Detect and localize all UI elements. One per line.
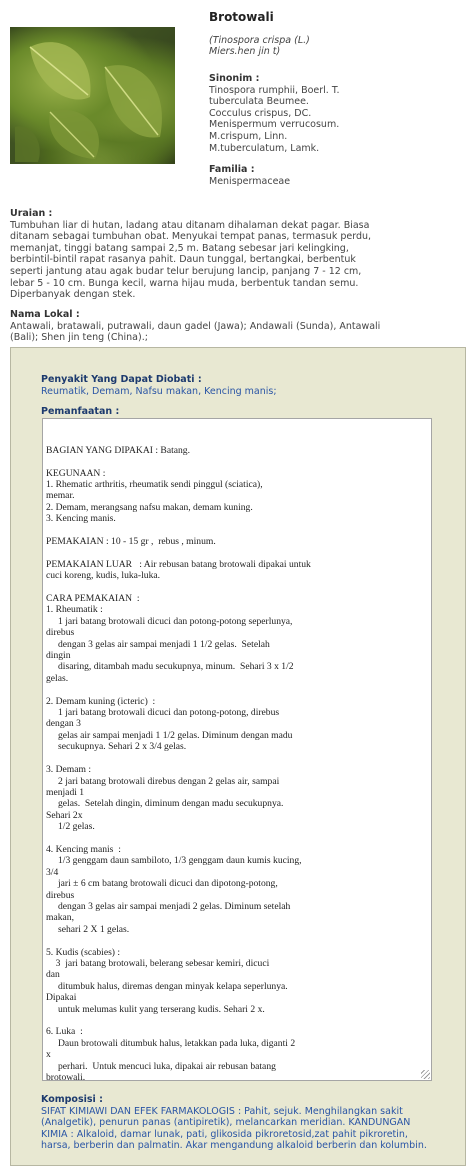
nama-lokal-line: (Bali); Shen jin teng (China).;: [10, 332, 148, 344]
nama-lokal-section: [10, 309, 465, 344]
pemanfaatan-text: [46, 445, 429, 1081]
pemanfaatan-line: [46, 1015, 429, 1026]
pemanfaatan-line: [46, 935, 429, 946]
pemanfaatan-line: [46, 547, 429, 558]
pemanfaatan-line: sehari 2 X 1 gelas.: [46, 923, 130, 935]
uraian-line: ditanam sebagai tumbuhan obat. Menyukai tempat panas, termasuk perdu,: [10, 231, 372, 243]
pemanfaatan-line: [46, 684, 429, 695]
pemanfaatan-line: 3/4: [46, 866, 59, 878]
resize-grip-icon[interactable]: [421, 1070, 430, 1079]
pemanfaatan-label: Pemanfaatan :: [41, 406, 120, 417]
pemanfaatan-line: disaring, ditambah madu secukupnya, minum. Sehari 3 x 1/2: [46, 661, 294, 673]
pemanfaatan-line: 1 jari batang brotowali dicuci dan potong-potong seperlunya,: [46, 615, 293, 627]
sinonim-section: [209, 73, 340, 154]
sinonim-line: M.tuberculatum, Lamk.: [209, 142, 320, 154]
pemanfaatan-line: gelas. Setelah dingin, diminum dengan madu secukupnya.: [46, 798, 284, 810]
familia-section: [209, 164, 290, 187]
komposisi-line: harsa, berberin dan palmatin. Akar mengandung alkaloid berberin dan kolumbin.: [41, 1140, 427, 1152]
pemanfaatan-line: memar.: [46, 490, 75, 502]
pemanfaatan-line: [46, 753, 429, 764]
pemanfaatan-line: brotowali.: [46, 1072, 86, 1081]
pemanfaatan-line: PEMAKAIAN : 10 - 15 gr , rebus , minum.: [46, 536, 216, 548]
pemanfaatan-line: [46, 833, 429, 844]
scientific-name-line: Miers.hen jin t): [209, 46, 281, 57]
familia-value: Menispermaceae: [209, 175, 291, 187]
pemanfaatan-line: perhari. Untuk mencuci luka, dipakai air rebusan batang: [46, 1060, 276, 1072]
pemanfaatan-line: dengan 3: [46, 718, 81, 730]
pemanfaatan-line: 4. Kencing manis :: [46, 843, 121, 855]
pemanfaatan-line: [46, 525, 429, 536]
pemanfaatan-line: makan,: [46, 912, 74, 924]
penyakit-label: Penyakit Yang Dapat Diobati :: [41, 374, 202, 385]
pemanfaatan-line: 3. Kencing manis.: [46, 513, 116, 525]
pemanfaatan-line: gelas air sampai menjadi 1 1/2 gelas. Diminum dengan madu: [46, 729, 293, 741]
sinonim-line: M.crispum, Linn.: [209, 130, 288, 142]
pemanfaatan-line: CARA PEMAKAIAN :: [46, 593, 140, 605]
pemanfaatan-line: 3 jari batang brotowali, belerang sebesar kemiri, dicuci: [46, 957, 270, 969]
pemanfaatan-line: dingin: [46, 650, 71, 662]
pemanfaatan-line: dengan 3 gelas air sampai menjadi 1 1/2 gelas. Setelah: [46, 638, 270, 650]
nama-lokal-line: Antawali, bratawali, putrawali, daun gadel (Jawa); Andawali (Sunda), Antawali: [10, 320, 381, 332]
pemanfaatan-line: 1/3 genggam daun sambiloto, 1/3 genggam daun kumis kucing,: [46, 855, 302, 867]
komposisi-line: KIMIA : Alkaloid, damar lunak, pati, glikosida pikroretosid,zat pahit pikroretin,: [41, 1128, 408, 1140]
pemanfaatan-line: PEMAKAIAN LUAR : Air rebusan batang brotowali dipakai untuk: [46, 558, 311, 570]
pemanfaatan-line: direbus: [46, 627, 75, 639]
familia-label: Familia :: [209, 164, 255, 175]
pemanfaatan-line: 1/2 gelas.: [46, 821, 95, 833]
uraian-line: berbintil-bintil rapat rasanya pahit. Daun tunggal, bertangkai, berbentuk: [10, 254, 356, 266]
nama-lokal-label: Nama Lokal :: [10, 309, 80, 320]
pemanfaatan-line: BAGIAN YANG DIPAKAI : Batang.: [46, 444, 190, 456]
leaf-illustration: [10, 27, 175, 164]
scientific-name: [209, 35, 310, 57]
pemanfaatan-line: 1 jari batang brotowali dicuci dan potong-potong, direbus: [46, 707, 280, 719]
uraian-line: memanjat, tinggi batang sampai 2,5 m. Batang sebesar jari kelingking,: [10, 242, 349, 254]
pemanfaatan-line: menjadi 1: [46, 786, 85, 798]
pemanfaatan-line: Dipakai: [46, 992, 77, 1004]
pemanfaatan-line: dengan 3 gelas air sampai menjadi 2 gelas. Diminum setelah: [46, 900, 291, 912]
pemanfaatan-line: [46, 456, 429, 467]
pemanfaatan-line: secukupnya. Sehari 2 x 3/4 gelas.: [46, 741, 187, 753]
komposisi-section: [41, 1094, 451, 1152]
uraian-line: lebar 5 - 10 cm. Bunga kecil, warna hijau muda, berbentuk tandan semu.: [10, 277, 359, 289]
penyakit-value: Reumatik, Demam, Nafsu makan, Kencing manis;: [41, 386, 277, 397]
pemanfaatan-line: direbus: [46, 889, 75, 901]
pemanfaatan-line: [46, 582, 429, 593]
plant-photo: [10, 27, 175, 164]
uraian-label: Uraian :: [10, 208, 53, 219]
pemanfaatan-line: 1. Rheumatik :: [46, 604, 103, 616]
pemanfaatan-line: 2. Demam, merangsang nafsu makan, demam kuning.: [46, 501, 253, 513]
pemanfaatan-line: 6. Luka :: [46, 1026, 83, 1038]
pemanfaatan-line: 5. Kudis (scabies) :: [46, 946, 121, 958]
pemanfaatan-line: 3. Demam :: [46, 764, 92, 776]
scientific-name-line: (Tinospora crispa (L.): [209, 35, 310, 46]
pemanfaatan-line: cuci koreng, kudis, luka-luka.: [46, 570, 161, 582]
pemanfaatan-textarea[interactable]: [42, 418, 432, 1081]
pemanfaatan-line: gelas.: [46, 672, 69, 684]
info-panel: [10, 347, 466, 1166]
pemanfaatan-line: 2 jari batang brotowali direbus dengan 2 gelas air, sampai: [46, 775, 280, 787]
pemanfaatan-line: untuk melumas kulit yang terserang kudis. Sehari 2 x.: [46, 1003, 265, 1015]
pemanfaatan-line: Daun brotowali ditumbuk halus, letakkan pada luka, diganti 2: [46, 1037, 296, 1049]
pemanfaatan-line: 2. Demam kuning (icteric) :: [46, 695, 156, 707]
pemanfaatan-line: Sehari 2x: [46, 809, 83, 821]
page-title: Brotowali: [209, 10, 274, 24]
pemanfaatan-line: dan: [46, 969, 60, 981]
komposisi-line: SIFAT KIMIAWI DAN EFEK FARMAKOLOGIS : Pahit, sejuk. Menghilangkan sakit: [41, 1105, 403, 1117]
sinonim-label: Sinonim :: [209, 73, 260, 84]
uraian-line: Diperbanyak dengan stek.: [10, 289, 136, 301]
sinonim-line: tuberculata Beumee.: [209, 96, 309, 108]
pemanfaatan-line: KEGUNAAN :: [46, 467, 106, 479]
pemanfaatan-line: 1. Rhematic arthritis, rheumatik sendi pinggul (sciatica),: [46, 479, 263, 491]
pemanfaatan-line: ditumbuk halus, diremas dengan minyak kelapa seperlunya.: [46, 980, 288, 992]
komposisi-label: Komposisi :: [41, 1094, 103, 1105]
uraian-line: Tumbuhan liar di hutan, ladang atau ditanam dihalaman dekat pagar. Biasa: [10, 219, 370, 231]
pemanfaatan-line: jari ± 6 cm batang brotowali dicuci dan dipotong-potong,: [46, 878, 278, 890]
komposisi-line: (Analgetik), penurun panas (antipiretik), melancarkan meridian. KANDUNGAN: [41, 1117, 411, 1129]
sinonim-line: Tinospora rumphii, Boerl. T.: [209, 84, 340, 96]
sinonim-line: Cocculus crispus, DC.: [209, 107, 312, 119]
penyakit-section: [41, 374, 277, 398]
uraian-line: seperti jantung atau agak budar telur berujung lancip, panjang 7 - 12 cm,: [10, 265, 362, 277]
sinonim-line: Menispermum verrucosum.: [209, 119, 340, 131]
uraian-section: [10, 208, 465, 301]
pemanfaatan-line: x: [46, 1049, 51, 1061]
